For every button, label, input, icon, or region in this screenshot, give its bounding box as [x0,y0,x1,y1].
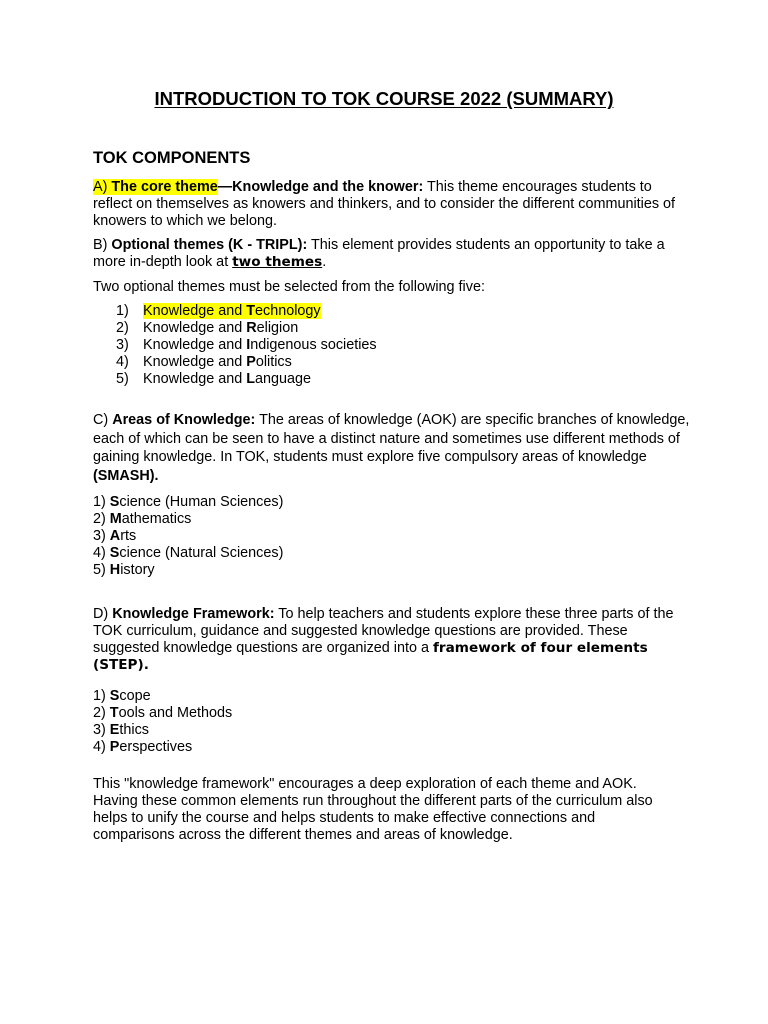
list-item [116,337,377,354]
item-text-rest: thics [119,722,149,738]
item-key-letter: S [109,545,120,561]
list-item [93,705,232,722]
item-key-letter: A [109,528,121,544]
optional-themes-paragraph [93,237,693,271]
optional-themes-end: . [322,254,327,270]
list-item [93,528,283,545]
item-number: 2) [116,320,129,336]
section-heading: TOK COMPONENTS [93,149,251,167]
core-theme-prefix: A) [93,179,112,195]
areas-of-knowledge-list [93,494,283,579]
list-item [93,494,283,511]
item-number: 5) [93,562,110,578]
framework-emphasis: framework of four elements (STEP). [93,640,648,673]
item-number: 3) [93,722,110,738]
item-number: 3) [93,528,110,544]
item-text: Knowledge and [143,303,247,319]
item-text-rest: echnology [255,303,321,319]
areas-of-knowledge-paragraph [93,411,693,485]
item-key-letter: M [109,511,122,527]
item-key-letter: H [109,562,121,578]
core-theme-text: This theme encourages students to reflect on themselves as knowers and thinkers, and to consider the different communities of knowers to which we belong. [93,179,676,229]
list-item [93,511,283,528]
item-number: 1) [93,688,110,704]
item-key-letter: R [246,320,257,336]
framework-text: To help teachers and students explore these three parts of the TOK curriculum, guidance and suggested knowledge questions are provided. These suggested knowledge questions are organized into a [93,606,674,656]
optional-themes-label: Optional themes (K - TRIPL): [111,237,308,253]
list-item [116,354,377,371]
item-key-letter: I [246,337,251,353]
optional-themes-prefix: B) [93,237,112,253]
item-text-rest: eligion [256,320,299,336]
list-item [116,371,377,388]
aok-label: Areas of Knowledge: [112,412,256,428]
item-key-letter: T [109,705,119,721]
page-title: INTRODUCTION TO TOK COURSE 2022 (SUMMARY) [154,88,614,109]
list-item [93,688,232,705]
item-number: 4) [116,354,129,370]
item-number: 4) [93,739,110,755]
item-text-rest: erspectives [119,739,193,755]
item-key-letter: S [109,688,120,704]
item-number: 2) [93,705,110,721]
two-themes-emphasis: two themes [232,254,323,270]
item-text-rest: athematics [121,511,192,527]
list-item [93,722,232,739]
list-item [116,303,377,320]
theme-highlight [143,303,321,319]
optional-themes-intro: Two optional themes must be selected from the following five: [93,279,485,295]
core-theme-highlight [93,179,218,195]
item-key-letter: S [109,494,120,510]
item-text: Knowledge and [143,354,247,370]
aok-prefix: C) [93,412,113,428]
item-text-rest: cience (Natural Sciences) [119,545,284,561]
list-item [93,739,232,756]
item-text-rest: rts [120,528,137,544]
item-text: Knowledge and [143,337,247,353]
item-key-letter: L [246,371,256,387]
conclusion-paragraph: This "knowledge framework" encourages a deep exploration of each theme and AOK. Having these common elements run throughout the different parts of the curriculum also helps to unify the course and helps students to make effective connections and comparisons across the different themes and areas of knowledge. [93,776,653,843]
item-text-rest: cience (Human Sciences) [119,494,284,510]
list-item [93,545,283,562]
optional-themes-list [116,303,377,388]
list-item [116,320,377,337]
core-theme-subtitle: —Knowledge and the knower: [217,179,424,195]
item-number: 1) [93,494,110,510]
knowledge-framework-paragraph [93,606,683,674]
item-number: 1) [116,303,129,319]
list-item [93,562,283,579]
item-key-letter: E [109,722,120,738]
item-text-rest: istory [120,562,155,578]
item-text-rest: ndigenous societies [250,337,377,353]
item-text-rest: anguage [255,371,312,387]
item-key-letter: P [246,354,256,370]
item-text: Knowledge and [143,320,247,336]
item-number: 2) [93,511,110,527]
aok-text: The areas of knowledge (AOK) are specific branches of knowledge, each of which can be seen to have a distinct nature and sometimes use different methods of gaining knowledge. In TOK, students must explore five compulsory areas of knowledge [93,412,690,465]
item-text-rest: olitics [255,354,292,370]
item-text-rest: cope [119,688,151,704]
framework-prefix: D) [93,606,113,622]
item-key-letter: P [109,739,120,755]
framework-label: Knowledge Framework: [112,606,275,622]
item-text: Knowledge and [143,371,247,387]
core-theme-label: The core theme [111,179,218,195]
item-text-rest: ools and Methods [118,705,233,721]
item-number: 5) [116,371,129,387]
framework-list [93,688,232,756]
item-number: 3) [116,337,129,353]
optional-themes-text: This element provides students an opportunity to take a more in-depth look at [93,237,665,270]
smash-acronym: (SMASH). [93,467,159,484]
item-key-letter: T [246,303,256,319]
core-theme-paragraph [93,179,693,230]
item-number: 4) [93,545,110,561]
